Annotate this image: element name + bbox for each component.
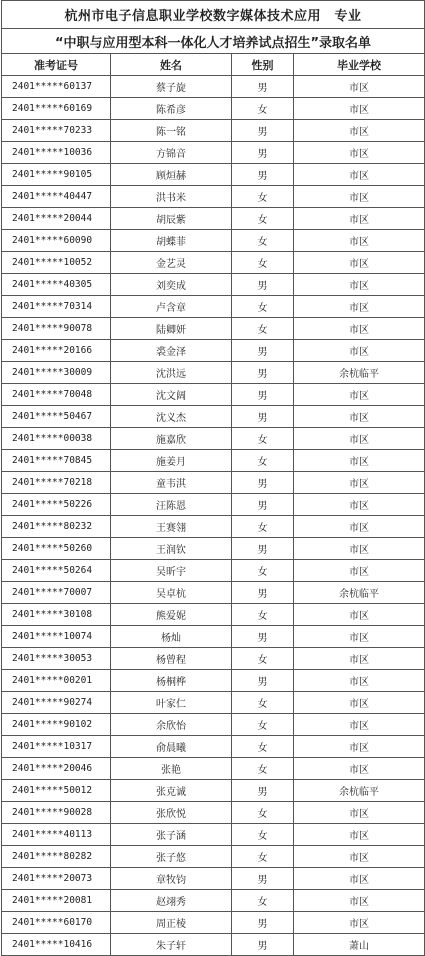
exam-id-cell: 2401*****50012 xyxy=(2,780,111,802)
name-cell: 方锦音 xyxy=(111,142,232,164)
page-subtitle: “中职与应用型本科一体化人才培养试点招生”录取名单 xyxy=(2,29,425,54)
gender-cell: 男 xyxy=(232,582,294,604)
admission-list-sheet xyxy=(1,0,424,956)
gender-cell: 女 xyxy=(232,230,294,252)
gender-cell: 男 xyxy=(232,362,294,384)
school-cell: 市区 xyxy=(294,120,425,142)
school-cell: 市区 xyxy=(294,736,425,758)
exam-id-cell: 2401*****10052 xyxy=(2,252,111,274)
exam-id-cell: 2401*****40447 xyxy=(2,186,111,208)
gender-cell: 女 xyxy=(232,736,294,758)
table-row xyxy=(2,538,425,560)
school-cell: 市区 xyxy=(294,98,425,120)
gender-cell: 男 xyxy=(232,912,294,934)
gender-cell: 女 xyxy=(232,846,294,868)
exam-id-cell: 2401*****80282 xyxy=(2,846,111,868)
gender-cell: 女 xyxy=(232,824,294,846)
table-row xyxy=(2,604,425,626)
table-row xyxy=(2,362,425,384)
school-cell: 市区 xyxy=(294,208,425,230)
school-cell: 市区 xyxy=(294,516,425,538)
gender-cell: 女 xyxy=(232,252,294,274)
table-row xyxy=(2,626,425,648)
school-cell: 市区 xyxy=(294,604,425,626)
school-cell: 市区 xyxy=(294,472,425,494)
column-header-exam-id: 准考证号 xyxy=(2,54,111,76)
exam-id-cell: 2401*****80232 xyxy=(2,516,111,538)
school-cell: 市区 xyxy=(294,384,425,406)
exam-id-cell: 2401*****70314 xyxy=(2,296,111,318)
table-row xyxy=(2,780,425,802)
name-cell: 卢含章 xyxy=(111,296,232,318)
exam-id-cell: 2401*****30009 xyxy=(2,362,111,384)
exam-id-cell: 2401*****20046 xyxy=(2,758,111,780)
school-cell: 余杭临平 xyxy=(294,582,425,604)
column-header-gender: 性别 xyxy=(232,54,294,76)
school-cell: 萧山 xyxy=(294,934,425,956)
name-cell: 胡辰紫 xyxy=(111,208,232,230)
title-row-2 xyxy=(2,29,425,54)
gender-cell: 女 xyxy=(232,450,294,472)
table-row xyxy=(2,98,425,120)
name-cell: 王润钦 xyxy=(111,538,232,560)
page-title: 杭州市电子信息职业学校数字媒体技术应用 专业 xyxy=(2,1,425,29)
gender-cell: 男 xyxy=(232,340,294,362)
school-cell: 市区 xyxy=(294,912,425,934)
gender-cell: 男 xyxy=(232,670,294,692)
name-cell: 裘金泽 xyxy=(111,340,232,362)
name-cell: 施嘉欣 xyxy=(111,428,232,450)
exam-id-cell: 2401*****90078 xyxy=(2,318,111,340)
table-row xyxy=(2,406,425,428)
name-cell: 熊爱妮 xyxy=(111,604,232,626)
school-cell: 市区 xyxy=(294,318,425,340)
table-row xyxy=(2,428,425,450)
exam-id-cell: 2401*****10416 xyxy=(2,934,111,956)
exam-id-cell: 2401*****90105 xyxy=(2,164,111,186)
name-cell: 张克诚 xyxy=(111,780,232,802)
gender-cell: 女 xyxy=(232,186,294,208)
exam-id-cell: 2401*****20073 xyxy=(2,868,111,890)
table-row xyxy=(2,824,425,846)
name-cell: 张子涵 xyxy=(111,824,232,846)
table-row xyxy=(2,692,425,714)
name-cell: 金艺灵 xyxy=(111,252,232,274)
gender-cell: 女 xyxy=(232,516,294,538)
table-row xyxy=(2,208,425,230)
school-cell: 市区 xyxy=(294,868,425,890)
table-row xyxy=(2,494,425,516)
name-cell: 朱子轩 xyxy=(111,934,232,956)
table-row xyxy=(2,76,425,98)
school-cell: 市区 xyxy=(294,758,425,780)
table-row xyxy=(2,340,425,362)
column-header-name: 姓名 xyxy=(111,54,232,76)
exam-id-cell: 2401*****70048 xyxy=(2,384,111,406)
name-cell: 张子悠 xyxy=(111,846,232,868)
name-cell: 杨灿 xyxy=(111,626,232,648)
school-cell: 市区 xyxy=(294,846,425,868)
table-row xyxy=(2,890,425,912)
exam-id-cell: 2401*****70007 xyxy=(2,582,111,604)
gender-cell: 女 xyxy=(232,648,294,670)
table-row xyxy=(2,450,425,472)
gender-cell: 女 xyxy=(232,802,294,824)
name-cell: 周正棱 xyxy=(111,912,232,934)
table-row xyxy=(2,274,425,296)
name-cell: 吴昕宇 xyxy=(111,560,232,582)
school-cell: 市区 xyxy=(294,626,425,648)
exam-id-cell: 2401*****40113 xyxy=(2,824,111,846)
table-row xyxy=(2,472,425,494)
school-cell: 市区 xyxy=(294,494,425,516)
header-row xyxy=(2,54,425,76)
exam-id-cell: 2401*****90102 xyxy=(2,714,111,736)
school-cell: 市区 xyxy=(294,648,425,670)
table-row xyxy=(2,714,425,736)
exam-id-cell: 2401*****10317 xyxy=(2,736,111,758)
school-cell: 市区 xyxy=(294,252,425,274)
name-cell: 陈希彦 xyxy=(111,98,232,120)
gender-cell: 女 xyxy=(232,428,294,450)
gender-cell: 男 xyxy=(232,164,294,186)
name-cell: 沈义杰 xyxy=(111,406,232,428)
name-cell: 余欣怡 xyxy=(111,714,232,736)
exam-id-cell: 2401*****20081 xyxy=(2,890,111,912)
school-cell: 市区 xyxy=(294,802,425,824)
name-cell: 蔡子旋 xyxy=(111,76,232,98)
table-row xyxy=(2,670,425,692)
name-cell: 施姜月 xyxy=(111,450,232,472)
exam-id-cell: 2401*****50264 xyxy=(2,560,111,582)
gender-cell: 男 xyxy=(232,868,294,890)
name-cell: 吴卓杭 xyxy=(111,582,232,604)
table-row xyxy=(2,384,425,406)
table-body xyxy=(2,76,425,956)
table-row xyxy=(2,758,425,780)
name-cell: 刘奕成 xyxy=(111,274,232,296)
school-cell: 市区 xyxy=(294,186,425,208)
school-cell: 余杭临平 xyxy=(294,362,425,384)
name-cell: 章牧钧 xyxy=(111,868,232,890)
gender-cell: 女 xyxy=(232,296,294,318)
name-cell: 汪陈恩 xyxy=(111,494,232,516)
gender-cell: 女 xyxy=(232,208,294,230)
exam-id-cell: 2401*****70845 xyxy=(2,450,111,472)
gender-cell: 女 xyxy=(232,714,294,736)
exam-id-cell: 2401*****10036 xyxy=(2,142,111,164)
name-cell: 叶家仁 xyxy=(111,692,232,714)
gender-cell: 男 xyxy=(232,494,294,516)
gender-cell: 女 xyxy=(232,98,294,120)
exam-id-cell: 2401*****10074 xyxy=(2,626,111,648)
table-row xyxy=(2,560,425,582)
gender-cell: 男 xyxy=(232,472,294,494)
table-row xyxy=(2,868,425,890)
school-cell: 市区 xyxy=(294,714,425,736)
gender-cell: 男 xyxy=(232,120,294,142)
school-cell: 市区 xyxy=(294,450,425,472)
gender-cell: 男 xyxy=(232,406,294,428)
gender-cell: 女 xyxy=(232,692,294,714)
gender-cell: 男 xyxy=(232,934,294,956)
school-cell: 市区 xyxy=(294,76,425,98)
school-cell: 余杭临平 xyxy=(294,780,425,802)
gender-cell: 男 xyxy=(232,76,294,98)
name-cell: 赵翊秀 xyxy=(111,890,232,912)
table-row xyxy=(2,230,425,252)
table-row xyxy=(2,846,425,868)
table-row xyxy=(2,186,425,208)
name-cell: 沈文阔 xyxy=(111,384,232,406)
name-cell: 童韦淇 xyxy=(111,472,232,494)
exam-id-cell: 2401*****30053 xyxy=(2,648,111,670)
exam-id-cell: 2401*****60137 xyxy=(2,76,111,98)
gender-cell: 女 xyxy=(232,318,294,340)
exam-id-cell: 2401*****50467 xyxy=(2,406,111,428)
gender-cell: 男 xyxy=(232,626,294,648)
gender-cell: 男 xyxy=(232,538,294,560)
exam-id-cell: 2401*****90274 xyxy=(2,692,111,714)
table-row xyxy=(2,516,425,538)
school-cell: 市区 xyxy=(294,692,425,714)
exam-id-cell: 2401*****60170 xyxy=(2,912,111,934)
name-cell: 沈洪远 xyxy=(111,362,232,384)
table-row xyxy=(2,912,425,934)
table-row xyxy=(2,736,425,758)
school-cell: 市区 xyxy=(294,670,425,692)
name-cell: 陈一铭 xyxy=(111,120,232,142)
table-row xyxy=(2,142,425,164)
title-row-1 xyxy=(2,1,425,29)
school-cell: 市区 xyxy=(294,890,425,912)
exam-id-cell: 2401*****20166 xyxy=(2,340,111,362)
name-cell: 胡蝶菲 xyxy=(111,230,232,252)
name-cell: 王赛翎 xyxy=(111,516,232,538)
school-cell: 市区 xyxy=(294,824,425,846)
exam-id-cell: 2401*****20044 xyxy=(2,208,111,230)
table-row xyxy=(2,934,425,956)
school-cell: 市区 xyxy=(294,230,425,252)
school-cell: 市区 xyxy=(294,428,425,450)
exam-id-cell: 2401*****00201 xyxy=(2,670,111,692)
name-cell: 张艳 xyxy=(111,758,232,780)
exam-id-cell: 2401*****30108 xyxy=(2,604,111,626)
gender-cell: 男 xyxy=(232,384,294,406)
gender-cell: 女 xyxy=(232,890,294,912)
table-row xyxy=(2,164,425,186)
name-cell: 张欣悦 xyxy=(111,802,232,824)
table-row xyxy=(2,648,425,670)
gender-cell: 男 xyxy=(232,780,294,802)
school-cell: 市区 xyxy=(294,406,425,428)
exam-id-cell: 2401*****50260 xyxy=(2,538,111,560)
table-row xyxy=(2,802,425,824)
table-row xyxy=(2,318,425,340)
gender-cell: 女 xyxy=(232,758,294,780)
exam-id-cell: 2401*****40305 xyxy=(2,274,111,296)
table-row xyxy=(2,582,425,604)
gender-cell: 男 xyxy=(232,142,294,164)
name-cell: 顾烜赫 xyxy=(111,164,232,186)
exam-id-cell: 2401*****70218 xyxy=(2,472,111,494)
exam-id-cell: 2401*****00038 xyxy=(2,428,111,450)
exam-id-cell: 2401*****60169 xyxy=(2,98,111,120)
school-cell: 市区 xyxy=(294,296,425,318)
exam-id-cell: 2401*****70233 xyxy=(2,120,111,142)
exam-id-cell: 2401*****60090 xyxy=(2,230,111,252)
name-cell: 陆卿妍 xyxy=(111,318,232,340)
exam-id-cell: 2401*****90028 xyxy=(2,802,111,824)
school-cell: 市区 xyxy=(294,340,425,362)
table-row xyxy=(2,252,425,274)
school-cell: 市区 xyxy=(294,560,425,582)
school-cell: 市区 xyxy=(294,142,425,164)
name-cell: 洪书米 xyxy=(111,186,232,208)
admission-table xyxy=(1,0,425,956)
gender-cell: 女 xyxy=(232,604,294,626)
name-cell: 俞晨曦 xyxy=(111,736,232,758)
name-cell: 杨曾程 xyxy=(111,648,232,670)
column-header-school: 毕业学校 xyxy=(294,54,425,76)
school-cell: 市区 xyxy=(294,164,425,186)
table-row xyxy=(2,296,425,318)
gender-cell: 女 xyxy=(232,560,294,582)
school-cell: 市区 xyxy=(294,274,425,296)
table-row xyxy=(2,120,425,142)
name-cell: 杨桐桦 xyxy=(111,670,232,692)
exam-id-cell: 2401*****50226 xyxy=(2,494,111,516)
school-cell: 市区 xyxy=(294,538,425,560)
gender-cell: 男 xyxy=(232,274,294,296)
